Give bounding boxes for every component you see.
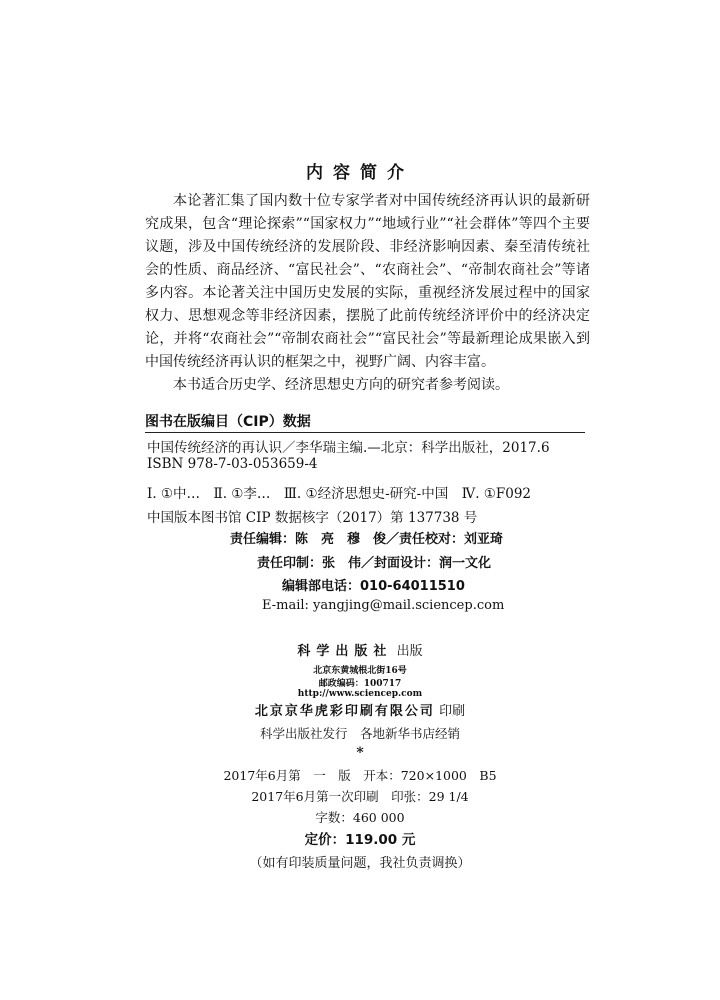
- cip-divider: [145, 432, 585, 433]
- credit-printing: 责任印制：张 伟／封面设计：润一文化: [257, 556, 492, 571]
- intro-body: [145, 190, 590, 397]
- publisher-name: 科学出版社: [297, 644, 393, 659]
- distribution-line: 科学出版社发行 各地新华书店经销: [259, 726, 460, 741]
- impression-line: 2017年6月第一次印刷 印张：29 1/4: [251, 789, 469, 804]
- intro-title: 内容简介: [306, 163, 414, 183]
- printer-line: [0, 700, 720, 719]
- quality-notice: （如有印装质量问题，我社负责调换）: [249, 856, 471, 871]
- price: 定价：119.00 元: [304, 832, 416, 848]
- credit-email: E-mail: yangjing@mail.sciencep.com: [262, 598, 505, 613]
- print-label: 印刷: [439, 704, 466, 719]
- publisher-line: [0, 640, 720, 659]
- publisher-address: 北京东黄城根北街16号: [313, 666, 407, 676]
- credit-editors: 责任编辑：陈 亮 穆 俊／责任校对：刘亚琦: [230, 532, 504, 547]
- printer-name: 北京京华虎彩印刷有限公司: [254, 704, 435, 719]
- word-count: 字数：460 000: [315, 810, 405, 825]
- cip-line-title: 中国传统经济的再认识／李华瑞主编.—北京：科学出版社，2017.6: [147, 440, 550, 456]
- credit-phone: 编辑部电话：010-64011510: [282, 579, 465, 594]
- intro-paragraph-1: 本论著汇集了国内数十位专家学者对中国传统经济再认识的最新研究成果，包含“理论探索”“国家权力”“地域行业”“社会群体”等四个主要议题，涉及中国传统经济的发展阶段、非经济影响因素、秦至清传统社会的性质、商品经济、“富民社会”、“农商社会”、“帝制农商社会”等诸多内容。本论著关注中国历史发展的实际，重视经济发展过程中的国家权力、思想观念等非经济因素，摆脱了此前传统经济评价中的经济决定论，并将“农商社会”“帝制农商社会”“富民社会”等最新理论成果嵌入到中国传统经济再认识的框架之中，视野广阔、内容丰富。: [145, 193, 590, 370]
- intro-paragraph-2: 本书适合历史学、经济思想史方向的研究者参考阅读。: [173, 377, 509, 393]
- publisher-postcode: 邮政编码：100717: [318, 679, 402, 689]
- cip-line-classification: Ⅰ. ①中… Ⅱ. ①李… Ⅲ. ①经济思想史-研究-中国 Ⅳ. ①F092: [147, 486, 532, 502]
- publisher-website: http://www.sciencep.com: [297, 689, 423, 699]
- edition-line: 2017年6月第 一 版 开本：720×1000 B5: [223, 768, 497, 783]
- separator-asterisk: *: [356, 745, 364, 761]
- publish-label: 出版: [396, 644, 423, 659]
- cip-line-record: 中国版本图书馆 CIP 数据核字（2017）第 137738 号: [147, 510, 478, 526]
- cip-line-isbn: ISBN 978-7-03-053659-4: [147, 456, 318, 472]
- cip-heading: 图书在版编目（CIP）数据: [145, 414, 311, 430]
